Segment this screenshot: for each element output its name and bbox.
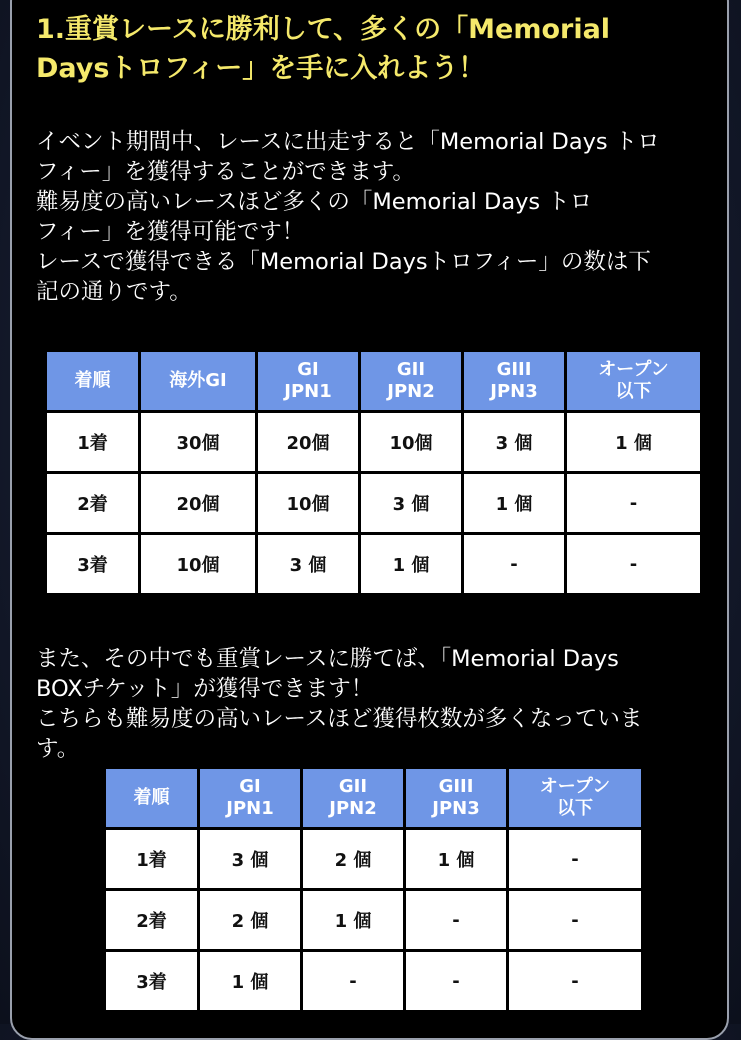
table-cell: 1 個: [405, 829, 508, 890]
header-cell: GII JPN2: [360, 351, 463, 412]
table-cell: 2着: [105, 890, 199, 951]
header-cell: オープン 以下: [566, 351, 702, 412]
table-cell: 10個: [140, 534, 257, 595]
table-cell: 10個: [257, 473, 360, 534]
table-row: [46, 412, 702, 473]
table-cell: 1 個: [463, 473, 566, 534]
table-row: [46, 473, 702, 534]
header-cell: 着順: [105, 768, 199, 829]
header-cell: GII JPN2: [302, 768, 405, 829]
table-cell: 20個: [140, 473, 257, 534]
table-cell: -: [566, 473, 702, 534]
header-cell: GIII JPN3: [463, 351, 566, 412]
table-cell: 3 個: [257, 534, 360, 595]
event-info-panel: [10, 0, 729, 1040]
table-cell: -: [508, 951, 643, 1012]
table-cell: 3 個: [360, 473, 463, 534]
table-row: [105, 890, 643, 951]
description-line: フィー」を獲得可能です！: [36, 219, 305, 245]
table-cell: 30個: [140, 412, 257, 473]
header-cell: GI JPN1: [257, 351, 360, 412]
header-cell: 海外GI: [140, 351, 257, 412]
table-cell: 1着: [46, 412, 140, 473]
header-cell: 着順: [46, 351, 140, 412]
description-line: こちらも難易度の高いレースほど獲得枚数が多くなっていま: [36, 706, 643, 732]
table-header-row: [46, 351, 702, 412]
heading-line-2: Daysトロフィー」を手に入れよう！: [36, 53, 486, 84]
table-cell: -: [508, 890, 643, 951]
table-cell: 3 個: [199, 829, 302, 890]
header-cell: GIII JPN3: [405, 768, 508, 829]
table-cell: -: [566, 534, 702, 595]
trophy-description: [36, 127, 731, 307]
header-cell: オープン 以下: [508, 768, 643, 829]
table-row: [46, 534, 702, 595]
description-line: す。: [36, 736, 80, 762]
description-line: レースで獲得できる「Memorial Daysトロフィー」の数は下: [36, 249, 651, 275]
heading-line-1: 1.重賞レースに勝利して、多くの「Memorial: [36, 14, 611, 45]
table-cell: 1 個: [302, 890, 405, 951]
header-cell: GI JPN1: [199, 768, 302, 829]
table-cell: 3 個: [463, 412, 566, 473]
table-cell: -: [463, 534, 566, 595]
table-row: [105, 951, 643, 1012]
table-cell: -: [302, 951, 405, 1012]
table-cell: 20個: [257, 412, 360, 473]
table-cell: 1 個: [566, 412, 702, 473]
table-row: [105, 829, 643, 890]
description-line: 記の通りです。: [36, 279, 192, 305]
table-cell: 10個: [360, 412, 463, 473]
description-line: 難易度の高いレースほど多くの「Memorial Days トロ: [36, 189, 593, 215]
description-line: イベント期間中、レースに出走すると「Memorial Days トロ: [36, 129, 660, 155]
description-line: フィー」を獲得することができます。: [36, 159, 415, 185]
box-ticket-description: [36, 644, 731, 764]
table-cell: 2 個: [199, 890, 302, 951]
description-line: BOXチケット」が獲得できます！: [36, 676, 374, 702]
trophy-reward-table: [44, 349, 703, 596]
table-cell: 3着: [46, 534, 140, 595]
table-cell: -: [405, 890, 508, 951]
table-cell: 1着: [105, 829, 199, 890]
description-line: また、その中でも重賞レースに勝てば、「Memorial Days: [36, 646, 619, 672]
table-cell: 1 個: [360, 534, 463, 595]
box-ticket-table: [103, 766, 644, 1013]
table-cell: 1 個: [199, 951, 302, 1012]
table-cell: 3着: [105, 951, 199, 1012]
table-cell: -: [405, 951, 508, 1012]
table-cell: 2 個: [302, 829, 405, 890]
table-cell: 2着: [46, 473, 140, 534]
table-header-row: [105, 768, 643, 829]
table-cell: -: [508, 829, 643, 890]
section-heading: [36, 10, 726, 88]
